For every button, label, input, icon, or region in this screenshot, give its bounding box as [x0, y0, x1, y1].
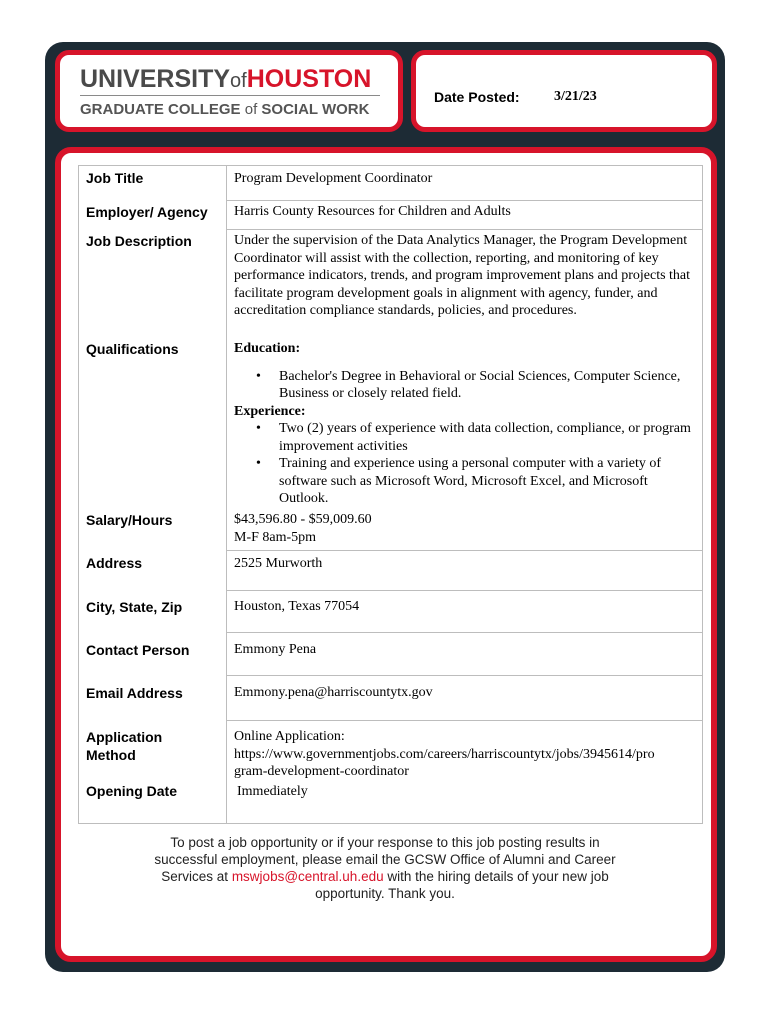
- employer-label: Employer/ Agency: [86, 204, 208, 220]
- email-address-label: Email Address: [86, 685, 183, 701]
- salary-value: $43,596.80 - $59,009.60 M-F 8am-5pm: [234, 512, 372, 545]
- city-state-zip-label: City, State, Zip: [86, 599, 183, 615]
- mswjobs-email-link[interactable]: mswjobs@central.uh.edu: [231, 869, 384, 884]
- application-method-label: Application Method: [86, 729, 163, 763]
- employer-value: Harris County Resources for Children and Adults: [234, 204, 511, 219]
- experience-item: • Two (2) years of experience with data collection, compliance, or program improvement activities: [256, 421, 691, 454]
- job-description-value: Under the supervision of the Data Analytics Manager, the Program Development Coordinator will assist with the collection, reporting, and monitoring of key performance indicators, trends, and program improvement plans and projects that facilitate program development goals in alignment with agency, funder, and accreditation compliance standards, policies, and procedures.: [234, 233, 691, 318]
- job-description-label: Job Description: [86, 233, 192, 249]
- table-row-divider: [227, 720, 703, 721]
- application-link[interactable]: https://www.governmentjobs.com/careers/harriscountytx/jobs/3945614/pro: [234, 746, 655, 762]
- job-title-label: Job Title: [86, 170, 144, 186]
- table-row-divider: [227, 200, 703, 201]
- logo-university-name: UNIVERSITYofHOUSTON: [80, 65, 372, 93]
- experience-item: • Training and experience using a personal computer with a variety of software such as Microsoft Word, Microsoft Excel, and Microsoft Outlook.: [256, 456, 662, 506]
- job-title-value: Program Development Coordinator: [234, 171, 433, 186]
- date-posted-label: Date Posted:: [434, 89, 520, 105]
- email-address-value[interactable]: Emmony.pena@harriscountytx.gov: [234, 685, 433, 700]
- date-posted-box: [411, 50, 717, 132]
- table-row-divider: [227, 229, 703, 230]
- footer-note: To post a job opportunity or if your response to this job posting results in successful employment, please email the GCSW Office of Alumni and Career Services at mswjobs@central.uh.edu with the hiring details of your new job opportunity. Thank you.: [154, 835, 616, 901]
- salary-label: Salary/Hours: [86, 512, 173, 528]
- address-label: Address: [86, 555, 143, 571]
- city-state-zip-value: Houston, Texas 77054: [234, 599, 360, 614]
- table-row-divider: [227, 590, 703, 591]
- contact-person-value: Emmony Pena: [234, 642, 317, 657]
- application-method-value: Online Application: https://www.governmentjobs.com/careers/harriscountytx/jobs/3945614/pro gram-development-coordinator: [234, 728, 700, 781]
- qualifications-label: Qualifications: [86, 341, 179, 357]
- date-posted-value: 3/21/23: [554, 89, 597, 104]
- opening-date-value: Immediately: [237, 784, 308, 799]
- education-item: • Bachelor's Degree in Behavioral or Social Sciences, Computer Science, Business or closely related field.: [256, 368, 681, 401]
- education-heading: Education:: [234, 341, 301, 356]
- contact-person-label: Contact Person: [86, 642, 190, 658]
- experience-heading: Experience:: [234, 403, 306, 419]
- table-row-divider: [227, 675, 703, 676]
- table-row-divider: [227, 632, 703, 633]
- table-row-divider: [227, 550, 703, 551]
- opening-date-label: Opening Date: [86, 783, 178, 799]
- address-value: 2525 Murworth: [234, 556, 323, 571]
- logo-divider: [80, 95, 380, 96]
- application-link-continued[interactable]: gram-development-coordinator: [234, 764, 409, 779]
- table-column-divider: [226, 166, 227, 823]
- qualifications-value: [234, 340, 700, 508]
- logo-college-name: GRADUATE COLLEGE of SOCIAL WORK: [80, 101, 370, 118]
- university-logo: [55, 50, 403, 132]
